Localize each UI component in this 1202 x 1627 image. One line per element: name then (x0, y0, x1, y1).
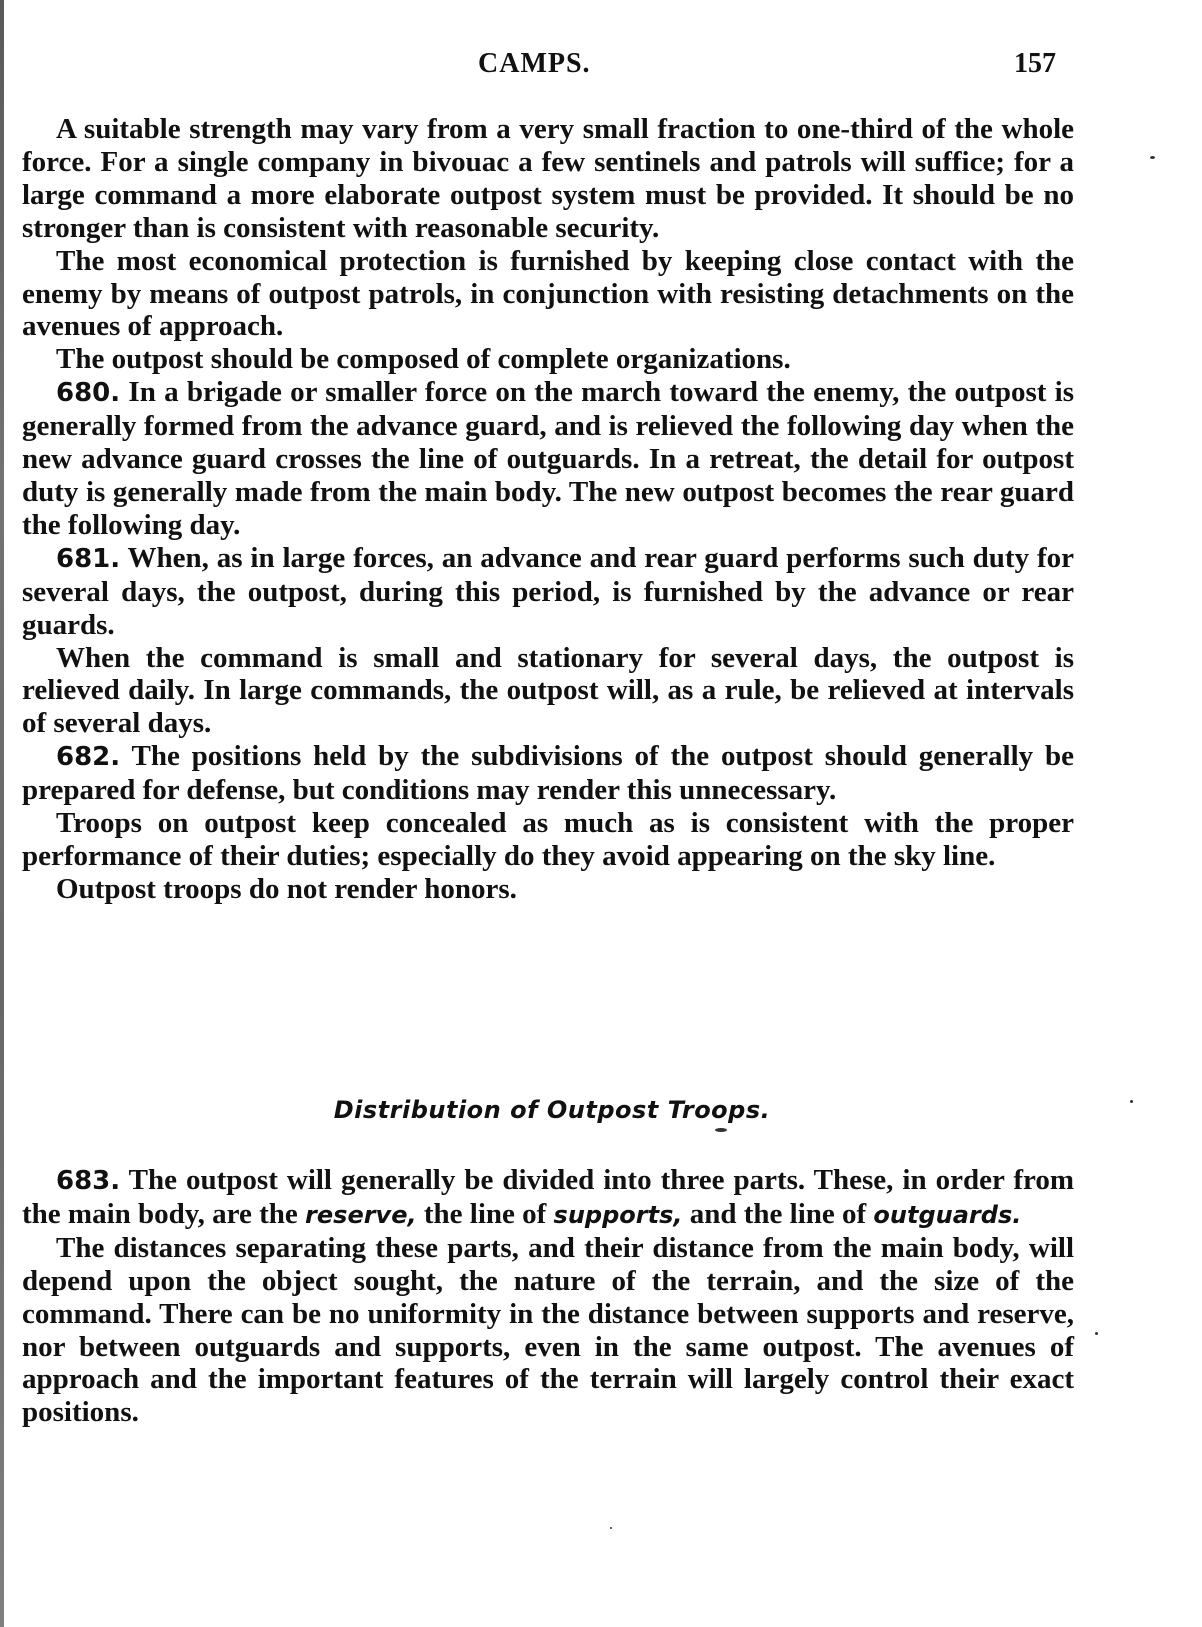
scan-speck (1095, 1332, 1098, 1335)
term-outguards: outguards. (873, 1200, 1022, 1229)
section-heading: Distribution of Outpost Troops. (333, 1096, 771, 1124)
paragraph-text: The positions held by the subdivisions of the outpost should generally be prepared for defense, but conditions may render this unnecessary. (22, 740, 1074, 807)
paragraph-relief (22, 642, 1074, 741)
paragraph-text: the line of (423, 1197, 547, 1230)
paragraph-text: The outpost will generally be divided into three parts. These, in order from the main body, are the (22, 1164, 1075, 1230)
paragraph-text: The distances separating these parts, and their distance from the main body, will depend upon the object sought, the nature of the terrain, and the size of the command. There can be no uniformity in the distance between supports and reserve, nor between outguards and supports, even in the same outpost. The avenues of approach and the important features of the terrain will largely control their exact positions. (22, 1231, 1074, 1429)
scan-speck (1150, 156, 1155, 159)
paragraph-text: When, as in large forces, an advance and rear guard performs such duty for several days, the outpost, during this period, is furnished by the advance or rear guards. (22, 541, 1074, 641)
paragraph-text: Outpost troops do not render honors. (56, 872, 517, 905)
running-title: CAMPS. (478, 48, 591, 79)
scan-speck (1130, 1100, 1133, 1103)
paragraph-number: 683. (56, 1166, 121, 1196)
term-supports: supports, (553, 1200, 683, 1229)
paragraph-text: A suitable strength may vary from a very small fraction to one-third of the whole force. For a single company in bivouac a few sentinels and patrols will suffice; for a large command a more elaborate outpost system must be provided. It should be no stronger than is consistent with reasonable security. (22, 113, 1074, 244)
body-text-section-1 (22, 113, 1074, 906)
paragraph-number: 681. (56, 543, 121, 574)
paragraph-distances (22, 1232, 1074, 1429)
paragraph-number: 682. (56, 742, 121, 773)
page-number: 157 (1014, 48, 1056, 79)
paragraph-682 (22, 740, 1074, 807)
paragraph-strength (22, 113, 1074, 245)
term-reserve: reserve, (305, 1200, 417, 1229)
paragraph-text: The outpost should be composed of complete organizations. (56, 343, 791, 376)
paragraph-680 (22, 376, 1074, 542)
paragraph-683 (22, 1164, 1074, 1232)
paragraph-text: When the command is small and stationary for several days, the outpost is relieved daily. In large commands, the outpost will, as a rule, be relieved at intervals of several days. (22, 641, 1074, 740)
paragraph-complete-organizations (22, 343, 1074, 376)
paragraph-text: and the line of (689, 1197, 867, 1230)
scan-edge-shadow (0, 0, 4, 1627)
paragraph-681 (22, 542, 1074, 642)
body-text-section-2 (22, 1164, 1074, 1429)
scan-speck (715, 1128, 727, 1132)
paragraph-honors (22, 873, 1074, 906)
paragraph-economical-protection (22, 245, 1074, 344)
paragraph-text: Troops on outpost keep concealed as much as is consistent with the proper performance of their duties; especially do they avoid appearing on the sky line. (22, 807, 1074, 872)
paragraph-number: 680. (56, 378, 121, 409)
scan-speck (610, 1527, 612, 1529)
paragraph-text: The most economical protection is furnished by keeping close contact with the enemy by means of outpost patrols, in conjunction with resisting detachments on the avenues of approach. (22, 244, 1074, 343)
running-head (0, 48, 1202, 88)
paragraph-text: In a brigade or smaller force on the march toward the enemy, the outpost is generally formed from the advance guard, and is relieved the following day when the new advance guard crosses the line of outguards. In a retreat, the detail for outpost duty is generally made from the main body. The new outpost becomes the rear guard the following day. (22, 376, 1074, 541)
paragraph-concealment (22, 807, 1074, 873)
